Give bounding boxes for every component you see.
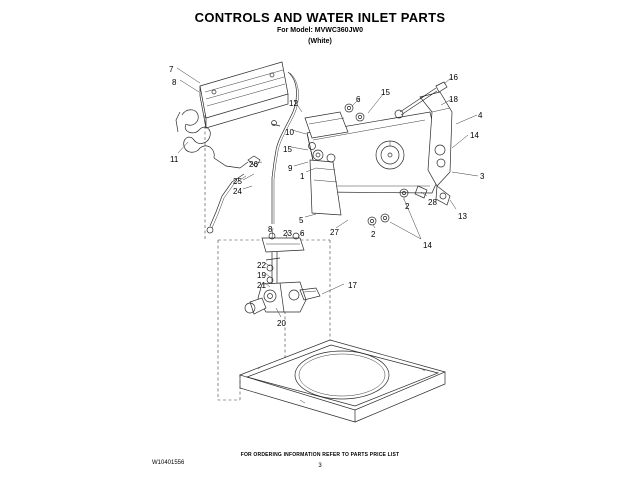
callout-number: 26 bbox=[249, 160, 258, 169]
callout-number: 23 bbox=[283, 229, 292, 238]
cabinet-top-outline bbox=[240, 340, 445, 422]
callout-number: 18 bbox=[449, 95, 458, 104]
callout-number: 16 bbox=[449, 73, 458, 82]
callout-number: 22 bbox=[257, 261, 266, 270]
callout-number: 15 bbox=[283, 145, 292, 154]
callout-number: 12 bbox=[289, 99, 298, 108]
callout-number: 24 bbox=[233, 187, 242, 196]
callout-number: 3 bbox=[480, 172, 485, 181]
construction-guides bbox=[205, 115, 330, 400]
callout-number: 14 bbox=[423, 241, 432, 250]
callout-number: 15 bbox=[381, 88, 390, 97]
document-code: W10401556 bbox=[152, 460, 185, 466]
color-line: (White) bbox=[308, 38, 332, 45]
model-line: For Model: MVWC360JW0 bbox=[277, 27, 363, 34]
callout-number: 17 bbox=[348, 281, 357, 290]
callout-number: 13 bbox=[458, 212, 467, 221]
callout-number: 9 bbox=[288, 164, 293, 173]
callout-number: 19 bbox=[257, 271, 266, 280]
callout-number: 27 bbox=[330, 228, 339, 237]
callout-number: 4 bbox=[478, 111, 483, 120]
rear-panel bbox=[200, 62, 288, 128]
callout-number: 25 bbox=[233, 177, 242, 186]
callout-number: 1 bbox=[300, 172, 305, 181]
page-number: 3 bbox=[318, 463, 322, 469]
callout-number: 28 bbox=[428, 198, 437, 207]
callout-number: 8 bbox=[268, 225, 273, 234]
callout-number: 14 bbox=[470, 131, 479, 140]
callout-number: 7 bbox=[169, 65, 174, 74]
callout-number: 21 bbox=[257, 281, 266, 290]
page-title: CONTROLS AND WATER INLET PARTS bbox=[194, 10, 446, 25]
coiled-harness bbox=[176, 110, 260, 233]
callout-number: 20 bbox=[277, 319, 286, 328]
callout-number: 11 bbox=[170, 155, 179, 164]
callout-number: 6 bbox=[356, 95, 361, 104]
callout-number: 2 bbox=[371, 230, 376, 239]
footer-note: FOR ORDERING INFORMATION REFER TO PARTS PRICE LIST bbox=[240, 452, 400, 458]
callout-number: 6 bbox=[300, 229, 305, 238]
callout-number: 2 bbox=[405, 202, 410, 211]
callout-number: 5 bbox=[299, 216, 304, 225]
callout-number: 8 bbox=[172, 78, 177, 87]
callout-number: 10 bbox=[285, 128, 294, 137]
